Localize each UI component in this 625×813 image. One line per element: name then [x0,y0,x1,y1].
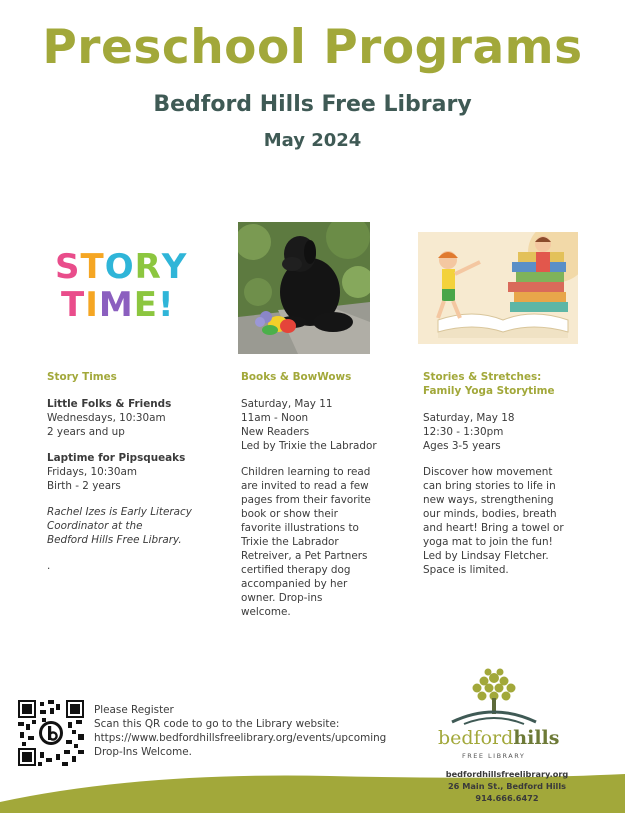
logo-word-bold: hills [513,727,560,749]
story-letter: R [134,247,162,287]
description-line: new ways, strengthening [423,494,554,506]
session-ages: 2 years and up [47,426,125,438]
description-line: Children learning to read [241,466,371,478]
register-line: Scan this QR code to go to the Library website: [94,718,340,730]
description-line: Led by Lindsay Fletcher. [423,550,549,562]
library-website-link[interactable]: bedfordhillsfreelibrary.org [445,769,569,779]
story-letter: E [133,285,158,325]
program-time: 11am - Noon [241,412,309,424]
description-line: accompanied by her [241,578,348,590]
library-logo-tagline: FREE LIBRARY [462,752,526,760]
program-audience: New Readers [241,426,310,438]
story-letter: M [98,285,134,325]
description-line: welcome. [241,606,291,618]
description-line: can bring stories to life in [423,480,556,492]
library-tree-logo-icon [444,666,544,726]
description-line: pages from their favorite [241,494,371,506]
coordinator-note-line: Bedford Hills Free Library. [47,534,182,546]
description-line: our minds, bodies, breath [423,508,557,520]
library-logo-wordmark [438,727,559,749]
session-time: Fridays, 10:30am [47,466,137,478]
logo-word-light: bedford [438,727,514,749]
story-letter: I [85,285,99,325]
story-time-logo [55,248,190,328]
description-line: owner. Drop-ins [241,592,323,604]
story-letter: T [61,285,86,325]
description-line: and heart! Bring a towel or [423,522,564,534]
story-letter: S [55,247,81,287]
story-logo-line-1 [55,248,190,286]
program-heading-line: Stories & Stretches: [423,371,542,383]
story-letter: ! [157,285,175,325]
program-heading: Story Times [47,371,117,383]
trailing-dot: . [47,560,51,572]
register-line: Drop-Ins Welcome. [94,746,192,758]
story-logo-line-2 [55,286,190,324]
kids-reading-illustration [418,232,578,344]
session-name: Laptime for Pipsqueaks [47,452,186,464]
program-stories-stretches [423,370,588,577]
qr-code-icon [18,700,84,766]
story-letter: T [80,247,105,287]
program-story-times [47,370,217,573]
description-line: yoga mat to join the fun! [423,536,553,548]
page-title: Preschool Programs [42,20,583,75]
register-line: Please Register [94,704,174,716]
yoga-storytime-illustration [418,232,578,344]
story-letter: Y [161,247,188,287]
qr-code[interactable] [18,700,84,766]
description-line: are invited to read a few [241,480,369,492]
coordinator-note-line: Coordinator at the [47,520,143,532]
description-line: Space is limited. [423,564,509,576]
registration-info [94,703,386,759]
description-line: Discover how movement [423,466,553,478]
program-time: 12:30 - 1:30pm [423,426,504,438]
program-month: May 2024 [263,130,362,151]
description-line: Retreiver, a Pet Partners [241,550,368,562]
program-books-bowwows [241,370,411,619]
program-date: Saturday, May 11 [241,398,333,410]
session-ages: Birth - 2 years [47,480,121,492]
program-date: Saturday, May 18 [423,412,515,424]
description-line: certified therapy dog [241,564,351,576]
library-name: Bedford Hills Free Library [153,92,472,117]
description-line: Trixie the Labrador [241,536,339,548]
coordinator-note-line: Rachel Izes is Early Literacy [47,506,192,518]
program-heading: Books & BowWows [241,371,352,383]
dog-photo [238,222,370,354]
program-leader: Led by Trixie the Labrador [241,440,377,452]
story-letter: O [104,247,135,287]
library-address: 26 Main St., Bedford Hills [447,781,567,791]
dog-illustration [238,222,370,354]
description-line: favorite illustrations to [241,522,359,534]
description-line: book or show their [241,508,338,520]
program-heading-line: Family Yoga Storytime [423,385,555,397]
session-time: Wednesdays, 10:30am [47,412,166,424]
library-contact [432,768,582,804]
session-name: Little Folks & Friends [47,398,172,410]
program-ages: Ages 3-5 years [423,440,501,452]
library-phone: 914.666.6472 [475,793,539,803]
events-url-link[interactable]: https://www.bedfordhillsfreelibrary.org/events/upcoming [94,732,387,744]
